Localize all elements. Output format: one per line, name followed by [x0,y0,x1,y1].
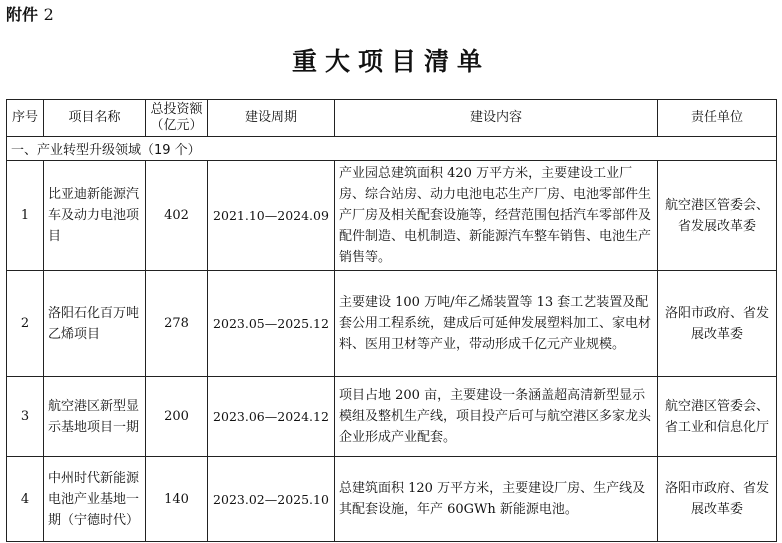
document-title: 重大项目清单 [291,47,490,76]
col-header-investment-line1: 总投资额 [150,102,203,117]
row-investment: 200 [146,377,208,457]
row-period: 2023.06—2024.12 [208,377,335,457]
row-no: 3 [7,377,44,457]
row-period: 2023.05—2025.12 [208,271,335,377]
attachment-label [6,2,54,25]
col-header-unit: 责任单位 [658,100,777,137]
row-name: 比亚迪新能源汽车及动力电池项目 [44,161,146,271]
projects-table [6,99,777,542]
row-investment: 402 [146,161,208,271]
row-name: 航空港区新型显示基地项目一期 [44,377,146,457]
row-unit: 航空港区管委会、省发展改革委 [658,161,777,271]
col-header-name: 项目名称 [44,100,146,137]
col-header-period: 建设周期 [208,100,335,137]
row-investment: 278 [146,271,208,377]
section-title: 一、产业转型升级领域（19 个） [7,137,777,161]
row-investment: 140 [146,457,208,542]
section-row [7,137,777,161]
col-header-investment-line2: （亿元） [150,118,203,133]
table-header-row [7,100,777,137]
table-row [7,457,777,542]
col-header-content: 建设内容 [335,100,658,137]
row-unit: 洛阳市政府、省发展改革委 [658,457,777,542]
row-period: 2021.10—2024.09 [208,161,335,271]
table-row [7,377,777,457]
row-period: 2023.02—2025.10 [208,457,335,542]
attachment-number: 2 [43,5,54,24]
row-no: 1 [7,161,44,271]
row-name: 中州时代新能源电池产业基地一期（宁德时代） [44,457,146,542]
row-name: 洛阳石化百万吨乙烯项目 [44,271,146,377]
row-content: 项目占地 200 亩，主要建设一条涵盖超高清新型显示模组及整机生产线，项目投产后可与航空港区多家龙头企业形成产业配套。 [335,377,658,457]
table-row [7,161,777,271]
row-content: 总建筑面积 120 万平方米，主要建设厂房、生产线及其配套设施，年产 60GWh 新能源电池。 [335,457,658,542]
row-no: 2 [7,271,44,377]
row-no: 4 [7,457,44,542]
row-content: 产业园总建筑面积 420 万平方米，主要建设工业厂房、综合站房、动力电池电芯生产厂房、电池零部件生产厂房及相关配套设施等，经营范围包括汽车零部件及配件制造、电机制造、新能源汽车整车销售、电池生产销售等。 [335,161,658,271]
row-unit: 洛阳市政府、省发展改革委 [658,271,777,377]
table-row [7,271,777,377]
row-content: 主要建设 100 万吨/年乙烯装置等 13 套工艺装置及配套公用工程系统，建成后可延伸发展塑料加工、家电材料、医用卫材等产业，带动形成千亿元产业规模。 [335,271,658,377]
col-header-no: 序号 [7,100,44,137]
row-unit: 航空港区管委会、省工业和信息化厅 [658,377,777,457]
attachment-text: 附件 [6,5,39,24]
col-header-investment [146,100,208,137]
